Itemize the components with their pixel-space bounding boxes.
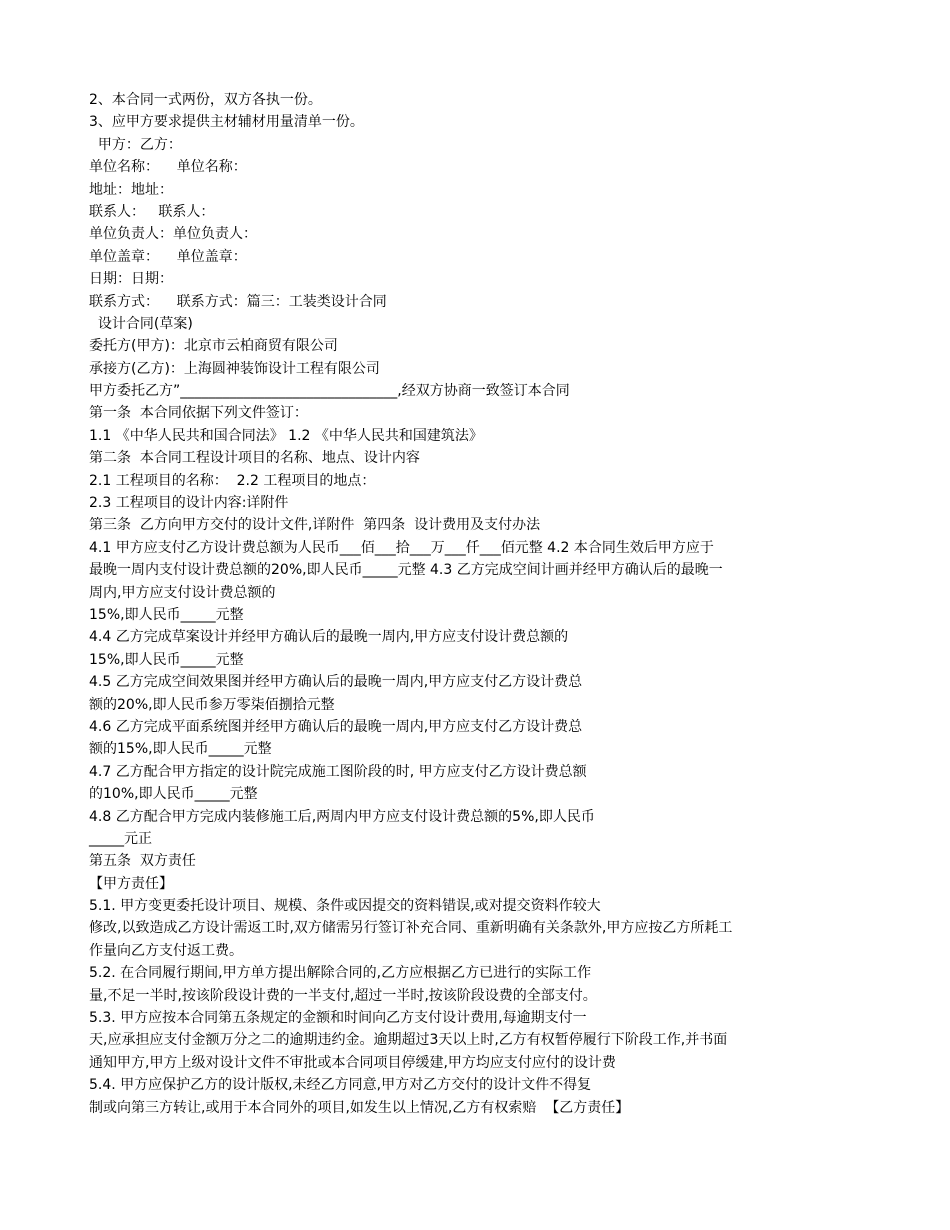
text-line: 单位盖章： 单位盖章： [89, 248, 247, 265]
document-page [89, 89, 889, 1119]
text-line: 第五条 双方责任 [89, 853, 196, 870]
text-line: 5.4. 甲方应保护乙方的设计版权,未经乙方同意,甲方对乙方交付的设计文件不得复 [89, 1077, 592, 1094]
text-line: 4.1 甲方应支付乙方设计费总额为人民币___佰___拾___万___仟___佰元整 4.2 本合同生效后甲方应于 [89, 539, 714, 556]
text-line: 5.2. 在合同履行期间,甲方单方提出解除合同的,乙方应根据乙方已进行的实际工作 [89, 965, 592, 982]
text-line: 额的15%,即人民币_____元整 [89, 741, 272, 758]
text-line: 4.6 乙方完成平面系统图并经甲方确认后的最晚一周内,甲方应支付乙方设计费总 [89, 718, 583, 735]
text-line: 5.3. 甲方应按本合同第五条规定的金额和时间向乙方支付设计费用,每逾期支付一 [89, 1010, 587, 1027]
text-line: _____元正 [89, 830, 152, 847]
text-line: 3、应甲方要求提供主材辅材用量清单一份。 [89, 114, 364, 131]
text-line: 通知甲方,甲方上级对设计文件不审批或本合同项目停缓建,甲方均应支付应付的设计费 [89, 1054, 616, 1071]
text-line: 周内,甲方应支付设计费总额的 [89, 584, 276, 601]
text-line: 1.1 《中华人民共和国合同法》 1.2 《中华人民共和国建筑法》 [89, 427, 483, 444]
text-line: 的10%,即人民币_____元整 [89, 786, 258, 803]
text-line: 作量向乙方支付返工费。 [89, 942, 243, 959]
text-line: 4.5 乙方完成空间效果图并经甲方确认后的最晚一周内,甲方应支付乙方设计费总 [89, 674, 583, 691]
text-line: 第二条 本合同工程设计项目的名称、地点、设计内容 [89, 450, 420, 467]
text-line: 【甲方责任】 [89, 875, 173, 892]
text-line: 承接方(乙方)：上海圆神装饰设计工程有限公司 [89, 360, 380, 377]
text-line: 制或向第三方转让,或用于本合同外的项目,如发生以上情况,乙方有权索赔 【乙方责任】 [89, 1099, 630, 1116]
text-line: 甲方：乙方： [89, 136, 182, 153]
text-line: 最晚一周内支付设计费总额的20%,即人民币_____元整 4.3 乙方完成空间计画并经甲方确认后的最晚一 [89, 562, 723, 579]
text-line: 5.1. 甲方变更委托设计项目、规模、条件或因提交的资料错误,或对提交资料作较大 [89, 898, 601, 915]
text-line: 2.3 工程项目的设计内容:详附件 [89, 495, 289, 512]
text-line: 4.4 乙方完成草案设计并经甲方确认后的最晚一周内,甲方应支付设计费总额的 [89, 629, 569, 646]
text-line: 2、本合同一式两份，双方各执一份。 [89, 92, 322, 108]
text-line: 第一条 本合同依据下列文件签订： [89, 405, 308, 422]
text-line: 4.8 乙方配合甲方完成内装修施工后,两周内甲方应支付设计费总额的5%,即人民币 [89, 808, 595, 825]
text-line: 第三条 乙方向甲方交付的设计文件,详附件 第四条 设计费用及支付办法 [89, 517, 541, 534]
text-line: 联系人： 联系人： [89, 203, 215, 220]
text-line: 单位负责人：单位负责人： [89, 226, 257, 243]
text-line: 地址：地址： [89, 181, 173, 198]
text-line: 额的20%,即人民币参万零柒佰捌拾元整 [89, 696, 335, 713]
text-line: 2.1 工程项目的名称： 2.2 工程项目的地点： [89, 472, 376, 489]
text-line: 日期：日期： [89, 271, 173, 288]
text-line: 联系方式： 联系方式：篇三：工装类设计合同 [89, 293, 387, 310]
text-line: 修改,以致造成乙方设计需返工时,双方储需另行签订补充合同、重新明确有关条款外,甲方应按乙方所耗工 [89, 920, 733, 937]
text-line: 天,应承担应支付金额万分之二的逾期违约金。逾期超过3天以上时,乙方有权暂停履行下阶段工作,并书面 [89, 1032, 728, 1049]
text-line: 4.7 乙方配合甲方指定的设计院完成施工图阶段的时, 甲方应支付乙方设计费总额 [89, 763, 587, 780]
text-line: 15%,即人民币_____元整 [89, 651, 244, 668]
text-line: 15%,即人民币_____元整 [89, 606, 244, 623]
text-line: 甲方委托乙方”_______________________________,经双方协商一致签订本合同 [89, 383, 570, 400]
text-line: 单位名称： 单位名称： [89, 159, 247, 176]
text-line: 量,不足一半时,按该阶段设计费的一半支付,超过一半时,按该阶段设费的全部支付。 [89, 987, 597, 1004]
text-line: 委托方(甲方)：北京市云柏商贸有限公司 [89, 338, 338, 355]
text-line: 设计合同(草案) [89, 315, 193, 332]
